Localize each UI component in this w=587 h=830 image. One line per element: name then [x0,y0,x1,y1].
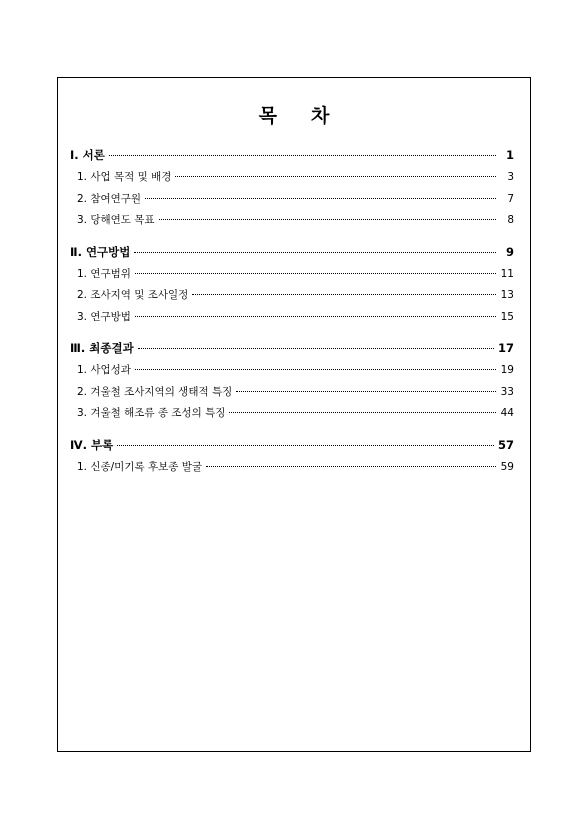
toc-subsection-entry[interactable] [70,189,514,211]
chapter-label: Ⅱ. 연구방법 [70,244,131,259]
dot-leader [175,176,496,177]
dot-leader [145,198,496,199]
dot-leader [159,219,496,220]
subsection-label: 3. 연구방법 [77,310,131,323]
toc-subsection-entry[interactable] [70,382,514,404]
dot-leader [135,316,496,317]
toc-chapter-entry[interactable] [70,434,514,457]
dot-leader [134,252,496,253]
dot-leader [236,391,496,392]
toc-chapter-entry[interactable] [70,144,514,167]
subsection-label: 1. 연구범위 [77,267,131,280]
title-part-2: 차 [311,105,330,127]
document-frame [57,77,531,752]
dot-leader [138,348,494,349]
dot-leader [206,466,496,467]
page-title [58,101,530,128]
dot-leader [229,412,496,413]
chapter-page-number: 17 [497,341,514,355]
toc-subsection-entry[interactable] [70,403,514,425]
toc-subsection-entry[interactable] [70,457,514,479]
subsection-page-number: 7 [507,192,514,205]
toc-subsection-entry[interactable] [70,360,514,382]
table-of-contents [70,144,514,487]
chapter-page-number: 57 [497,437,514,452]
toc-section-3 [70,337,514,425]
subsection-label: 1. 사업 목적 및 배경 [77,171,172,183]
chapter-label: Ⅳ. 부록 [70,437,114,452]
subsection-page-number: 11 [500,267,514,280]
subsection-label: 3. 겨울철 해조류 종 조성의 특징 [77,407,226,419]
title-part-1: 목 [258,105,277,127]
toc-chapter-entry[interactable] [70,241,514,264]
chapter-label: I. 서론 [70,148,105,162]
dot-leader [135,273,496,274]
dot-leader [109,155,496,156]
subsection-page-number: 19 [500,364,514,376]
dot-leader [135,369,496,370]
subsection-label: 1. 신종/미기록 후보종 발굴 [77,460,202,473]
subsection-label: 1. 사업성과 [77,364,131,376]
toc-subsection-entry[interactable] [70,167,514,189]
toc-chapter-entry[interactable] [70,337,514,360]
subsection-page-number: 13 [500,289,514,301]
toc-section-1 [70,144,514,232]
subsection-page-number: 15 [500,310,514,323]
subsection-page-number: 44 [500,407,514,419]
chapter-label: Ⅲ. 최종결과 [70,341,134,355]
toc-section-4 [70,434,514,479]
subsection-page-number: 3 [507,171,514,183]
subsection-label: 2. 조사지역 및 조사일정 [77,289,189,301]
subsection-page-number: 8 [507,214,514,226]
toc-subsection-entry[interactable] [70,264,514,286]
dot-leader [192,294,496,295]
subsection-page-number: 33 [500,385,514,398]
toc-section-2 [70,241,514,329]
subsection-label: 3. 당해연도 목표 [77,214,155,226]
subsection-label: 2. 참여연구원 [77,192,142,205]
subsection-label: 2. 겨울철 조사지역의 생태적 특징 [77,385,233,398]
toc-subsection-entry[interactable] [70,285,514,307]
dot-leader [117,445,494,446]
chapter-page-number: 9 [505,244,514,259]
subsection-page-number: 59 [500,460,514,473]
toc-subsection-entry[interactable] [70,307,514,329]
toc-subsection-entry[interactable] [70,210,514,232]
chapter-page-number: 1 [505,148,514,162]
